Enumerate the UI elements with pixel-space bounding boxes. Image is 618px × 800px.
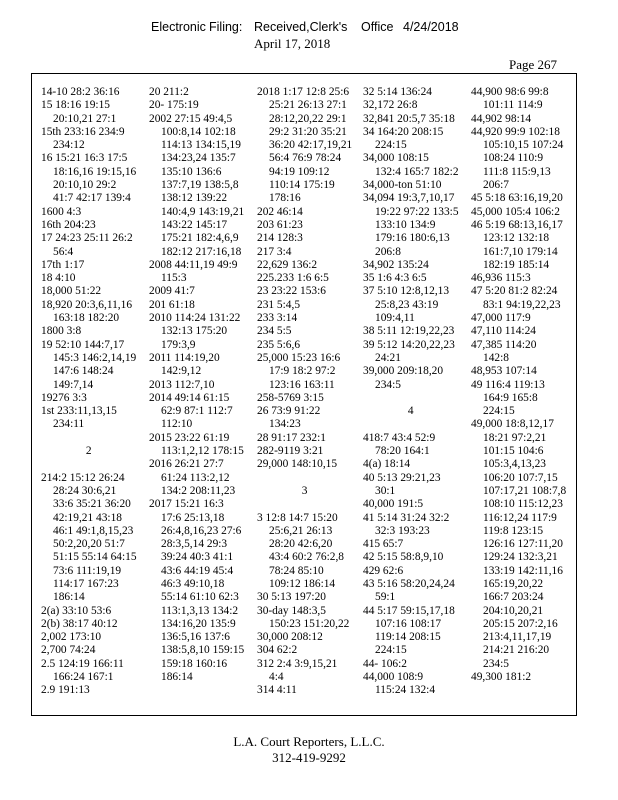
word-index-box [31,73,577,716]
index-entry-line: 61:24 113:2,12 [161,471,230,484]
index-entry-line: 23 23:22 153:6 [257,285,326,298]
index-entry-line: 135:10 136:6 [161,165,222,178]
stamp-word-office: Office [361,20,394,34]
index-entry-line: 42 5:15 58:8,9,10 [363,551,444,564]
index-entry-line: 34 164:20 208:15 [363,125,444,138]
index-entry-line: 304 62:2 [257,644,298,657]
index-entry-line: 2017 15:21 16:3 [149,498,224,511]
index-entry-line: 28:20 42:6,20 [269,538,333,551]
index-entry-line: 161:7,10 179:14 [483,245,558,258]
index-entry-line: 105:3,4,13,23 [483,458,546,471]
index-entry-line [257,472,352,485]
index-entry-line: 25,000 15:23 16:6 [257,351,341,364]
index-entry-line: 34,094 19:3,7,10,17 [363,192,455,205]
index-entry-line: 73:6 111:19,19 [53,564,122,577]
index-entry-line: 28:24 30:6,21 [53,484,117,497]
index-entry-line: 119:14 208:15 [375,631,441,644]
index-entry-line: 179:16 180:6,13 [375,232,450,245]
index-entry-line: 2008 44:11,19 49:9 [149,258,238,271]
index-entry-line: 38 5:11 12:19,22,23 [363,325,455,338]
index-section-heading: 3 [301,484,308,497]
index-entry-line: 132:13 175:20 [161,325,228,338]
index-entry-line: 1800 3:8 [41,325,82,338]
index-entry-line: 182:12 217:16,18 [161,245,242,258]
index-entry-line: 48,953 107:14 [471,365,537,378]
index-entry-line: 19276 3:3 [41,391,87,404]
index-entry-line: 40,000 191:5 [363,498,424,511]
index-entry-line: 314 4:11 [257,684,297,697]
index-entry-line: 231 5:4,5 [257,298,301,311]
index-entry-line: 234:12 [53,139,85,152]
index-entry-line: 178:16 [269,192,301,205]
index-entry-line: 41:7 42:17 139:4 [53,192,131,205]
index-entry-line: 163:18 182:20 [53,312,120,325]
index-entry-line: 3 12:8 14:7 15:20 [257,511,338,524]
index-entry-line: 44,920 99:9 102:18 [471,125,560,138]
index-entry-line: 123:12 132:18 [483,232,550,245]
index-entry-line: 109:4,11 [375,312,415,325]
index-entry-line: 205:15 207:2,16 [483,617,558,630]
index-entry-line: 14-10 28:2 36:16 [41,86,120,98]
index-entry-line: 28 91:17 232:1 [257,431,326,444]
index-entry-line: 94:19 109:12 [269,165,330,178]
index-entry-line: 2014 49:14 61:15 [149,391,230,404]
index-entry-line: 429 62:6 [363,564,404,577]
index-entry-line: 83:1 94:19,22,23 [483,298,561,311]
index-entry-line: 147:6 148:24 [53,365,114,378]
index-entry-line: 44,000 108:9 [363,671,424,684]
index-entry-line: 25:8,23 43:19 [375,298,439,311]
index-entry-line: 235 5:6,6 [257,338,301,351]
index-entry-line: 17:6 25:13,18 [161,511,225,524]
index-entry-line: 46 5:19 68:13,16,17 [471,218,563,231]
index-entry-line: 112:10 [161,418,193,431]
index-entry-line: 113:1,2,12 178:15 [161,445,244,458]
index-entry-line: 182:19 185:14 [483,258,550,271]
index-entry-line: 50:2,20,20 51:7 [53,538,125,551]
index-entry-line: 55:14 61:10 62:3 [161,591,239,604]
index-entry-line: 26:4,8,16,23 27:6 [161,524,242,537]
index-entry-line: 19 52:10 144:7,17 [41,338,125,351]
index-entry-line: 179:3,9 [161,338,196,351]
index-entry-line: 18 4:10 [41,272,76,285]
index-entry-line: 78:20 164:1 [375,445,430,458]
index-entry-line: 203 61:23 [257,218,303,231]
index-entry-line: 1st 233:11,13,15 [41,405,117,418]
index-entry-line: 18:21 97:2,21 [483,431,547,444]
index-column-1 [41,86,137,698]
index-entry-line: 115:3 [161,272,187,285]
index-entry-line: 17th 1:17 [41,258,85,271]
index-entry-line: 2,700 74:24 [41,644,96,657]
index-entry-line: 106:20 107:7,15 [483,471,558,484]
index-entry-line: 119:8 123:15 [483,524,544,537]
index-entry-line: 32,172 26:8 [363,99,418,112]
index-entry-line: 32,841 20:5,7 35:18 [363,112,455,125]
index-entry-line: 116:12,24 117:9 [483,511,557,524]
index-entry-line: 51:15 55:14 64:15 [53,551,137,564]
index-entry-line: 132:4 165:7 182:2 [375,165,459,178]
index-entry-line: 34,000-ton 51:10 [363,179,442,192]
index-entry-line: 78:24 85:10 [269,564,324,577]
index-entry-line: 234:5 [375,378,401,391]
index-entry-line: 133:19 142:11,16 [483,564,563,577]
index-entry-line: 143:22 145:17 [161,218,228,231]
index-entry-line: 101:15 104:6 [483,445,544,458]
index-entry-line: 20:10,10 29:2 [53,179,117,192]
index-entry-line: 224:15 [483,405,515,418]
index-entry-line: 114:13 134:15,19 [161,139,241,152]
index-entry-line: 44,900 98:6 99:8 [471,86,549,98]
index-entry-line: 41 5:14 31:24 32:2 [363,511,450,524]
index-entry-line: 22,629 136:2 [257,258,318,271]
index-entry-line: 2(b) 38:17 40:12 [41,617,118,630]
index-entry-line: 17:9 18:2 97:2 [269,365,336,378]
index-entry-line: 234:5 [483,657,509,670]
stamp-word-filing: Filing: [209,20,243,34]
index-entry-line: 107:17,21 108:7,8 [483,484,567,497]
index-entry-line: 113:1,3,13 134:2 [161,604,239,617]
index-entry-line [363,418,459,431]
index-entry-line: 140:4,9 143:19,21 [161,205,245,218]
index-entry-line [41,432,137,445]
index-entry-line: 2(a) 33:10 53:6 [41,604,112,617]
index-entry-line: 418:7 43:4 52:9 [363,431,436,444]
index-entry-line: 415 65:7 [363,538,404,551]
index-entry-line: 34,902 135:24 [363,258,429,271]
index-entry-line: 15 18:16 19:15 [41,99,110,112]
index-entry-line: 186:14 [53,591,85,604]
index-entry-line: 204:10,20,21 [483,604,544,617]
index-entry-line: 39,000 209:18,20 [363,365,444,378]
index-entry-line: 47,110 114:24 [471,325,536,338]
index-entry-line: 2015 23:22 61:19 [149,431,230,444]
index-entry-line: 18,920 20:3,6,11,16 [41,298,133,311]
index-entry-line: 2.5 124:19 166:11 [41,657,124,670]
index-entry-line: 164:9 165:8 [483,391,538,404]
index-entry-line: 150:23 151:20,22 [269,617,350,630]
index-entry-line: 32:3 193:23 [375,524,430,537]
index-column-3 [257,86,352,698]
index-entry-line: 137:7,19 138:5,8 [161,179,239,192]
index-entry-line: 20- 175:19 [149,99,199,112]
index-entry-line: 175:21 182:4,6,9 [161,232,239,245]
index-entry-line: 45 5:18 63:16,19,20 [471,192,563,205]
index-entry-line: 136:5,16 137:6 [161,631,230,644]
index-entry-line: 108:10 115:12,23 [483,498,563,511]
index-entry-line: 186:14 [161,671,193,684]
page-number: Page 267 [509,57,558,72]
index-entry-line: 47,385 114:20 [471,338,537,351]
index-column-4 [363,86,459,698]
index-entry-line: 26 73:9 91:22 [257,405,321,418]
index-entry-line: 46,936 115:3 [471,272,531,285]
index-entry-line: 44 5:17 59:15,17,18 [363,604,455,617]
index-column-2 [149,86,244,684]
index-entry-line: 20:10,21 27:1 [53,112,117,125]
index-entry-line: 30:1 [375,484,396,497]
index-section-heading: 4 [407,405,414,418]
index-entry-line: 34,000 108:15 [363,152,429,165]
index-entry-line: 30,000 208:12 [257,631,323,644]
index-entry-line: 45,000 105:4 106:2 [471,205,560,218]
index-entry-line: 126:16 127:11,20 [483,538,563,551]
index-entry-line: 129:24 132:3,21 [483,551,558,564]
index-entry-line: 234:11 [53,418,85,431]
index-entry-line: 142:8 [483,351,509,364]
index-entry-line: 16 15:21 16:3 17:5 [41,152,128,165]
index-entry-line: 16th 204:23 [41,218,96,231]
index-entry-line [257,498,352,511]
index-entry-line: 30-day 148:3,5 [257,604,326,617]
index-entry-line: 217 3:4 [257,245,292,258]
index-entry-line: 111:8 115:9,13 [483,165,551,178]
index-entry-line: 206:8 [375,245,401,258]
index-entry-line: 114:17 167:23 [53,577,119,590]
index-entry-line: 4:4 [269,671,284,684]
index-entry-line: 138:12 139:22 [161,192,228,205]
index-entry-line: 225.233 1:6 6:5 [257,272,329,285]
index-entry-line: 36:20 42:17,19,21 [269,139,353,152]
reporter-phone: 312-419-9292 [272,750,346,765]
index-entry-line: 29,000 148:10,15 [257,458,338,471]
index-entry-line: 108:24 110:9 [483,152,544,165]
index-entry-line: 2010 114:24 131:22 [149,312,241,325]
index-entry-line: 115:24 132:4 [375,684,436,697]
stamp-word-received: Received,Clerk's [254,20,348,34]
index-entry-line: 43:6 44:19 45:4 [161,564,234,577]
index-entry-line: 145:3 146:2,14,19 [53,351,137,364]
index-column-5 [471,86,566,684]
index-entry-line: 18:16,16 19:15,16 [53,165,137,178]
index-entry-line: 312 2:4 3:9,15,21 [257,657,338,670]
index-entry-line: 282-9119 3:21 [257,445,324,458]
index-entry-line: 123:16 163:11 [269,378,335,391]
index-entry-line: 1600 4:3 [41,205,82,218]
index-entry-line: 134:23 [269,418,301,431]
index-entry-line: 214:2 15:12 26:24 [41,471,125,484]
index-entry-line: 43 5:16 58:20,24,24 [363,577,455,590]
index-entry-line: 39:24 40:3 41:1 [161,551,234,564]
index-entry-line: 105:10,15 107:24 [483,139,564,152]
index-entry-line: 258-5769 3:15 [257,391,324,404]
index-entry-line: 49 116:4 119:13 [471,378,545,391]
index-entry-line: 25:21 26:13 27:1 [269,99,347,112]
index-entry-line: 37 5:10 12:8,12,13 [363,285,450,298]
index-entry-line: 49,000 18:8,12,17 [471,418,554,431]
index-entry-line: 138:5,8,10 159:15 [161,644,245,657]
index-entry-line: 56:4 [53,245,74,258]
index-entry-line [41,458,137,471]
index-entry-line: 49,300 181:2 [471,671,532,684]
index-entry-line: 46:3 49:10,18 [161,577,225,590]
index-entry-line: 109:12 186:14 [269,577,336,590]
index-entry-line: 2016 26:21 27:7 [149,458,224,471]
index-entry-line: 2.9 191:13 [41,684,90,697]
index-entry-line: 165:19,20,22 [483,577,544,590]
index-section-heading: 2 [85,445,92,458]
stamp-file-date: 4/24/2018 [403,20,459,34]
deposition-date: April 17, 2018 [254,36,331,51]
index-entry-line: 213:4,11,17,19 [483,631,552,644]
index-entry-line: 15th 233:16 234:9 [41,125,125,138]
index-entry-line: 28:12,20,22 29:1 [269,112,347,125]
index-entry-line: 110:14 175:19 [269,179,335,192]
index-entry-line: 224:15 [375,139,407,152]
index-entry-line: 44,902 98:14 [471,112,532,125]
index-entry-line: 166:7 203:24 [483,591,544,604]
index-entry-line: 2018 1:17 12:8 25:6 [257,86,350,98]
index-entry-line: 149:7,14 [53,378,94,391]
index-entry-line: 32 5:14 136:24 [363,86,432,98]
index-entry-line: 4(a) 18:14 [363,458,411,471]
index-entry-line: 43:4 60:2 76:2,8 [269,551,344,564]
index-entry-line: 20 211:2 [149,86,189,98]
index-entry-line: 47 5:20 81:2 82:24 [471,285,558,298]
index-entry-line: 25:6,21 26:13 [269,524,333,537]
stamp-word-electronic: Electronic [151,20,206,34]
reporter-company: L.A. Court Reporters, L.L.C. [233,734,385,749]
index-entry-line: 44- 106:2 [363,657,407,670]
index-entry-line: 56:4 76:9 78:24 [269,152,342,165]
index-entry-line: 214 128:3 [257,232,303,245]
index-entry-line: 29:2 31:20 35:21 [269,125,347,138]
index-entry-line: 62:9 87:1 112:7 [161,405,233,418]
index-entry-line: 206:7 [483,179,509,192]
index-entry-line: 19:22 97:22 133:5 [375,205,459,218]
index-entry-line: 159:18 160:16 [161,657,228,670]
index-entry-line: 28:3,5,14 29:3 [161,538,228,551]
index-entry-line: 24:21 [375,351,401,364]
index-entry-line: 42:19,21 43:18 [53,511,122,524]
index-entry-line: 2013 112:7,10 [149,378,215,391]
index-entry-line: 133:10 134:9 [375,218,436,231]
index-entry-line: 30 5:13 197:20 [257,591,326,604]
index-entry-line: 134:23,24 135:7 [161,152,236,165]
index-entry-line: 107:16 108:17 [375,617,442,630]
index-entry-line: 233 3:14 [257,312,298,325]
index-entry-line: 2009 41:7 [149,285,195,298]
index-entry-line: 134:2 208:11,23 [161,484,236,497]
index-entry-line: 202 46:14 [257,205,303,218]
index-entry-line: 47,000 117:9 [471,312,531,325]
index-entry-line: 2,002 173:10 [41,631,102,644]
index-entry-line: 201 61:18 [149,298,195,311]
index-entry-line: 2011 114:19,20 [149,351,220,364]
index-entry-line: 134:16,20 135:9 [161,617,236,630]
index-entry-line: 214:21 216:20 [483,644,550,657]
index-entry-line [363,392,459,405]
index-entry-line: 142:9,12 [161,365,202,378]
index-entry-line: 100:8,14 102:18 [161,125,236,138]
index-entry-line: 18,000 51:22 [41,285,102,298]
index-entry-line: 166:24 167:1 [53,671,114,684]
index-entry-line: 234 5:5 [257,325,292,338]
index-entry-line: 101:11 114:9 [483,99,543,112]
index-entry-line: 224:15 [375,644,407,657]
index-entry-line: 59:1 [375,591,396,604]
index-entry-line: 40 5:13 29:21,23 [363,471,441,484]
index-entry-line: 35 1:6 4:3 6:5 [363,272,427,285]
index-entry-line: 33:6 35:21 36:20 [53,498,131,511]
index-entry-line: 46:1 49:1,8,15,23 [53,524,134,537]
index-entry-line: 2002 27:15 49:4,5 [149,112,233,125]
index-entry-line: 17 24:23 25:11 26:2 [41,232,133,245]
index-entry-line: 39 5:12 14:20,22,23 [363,338,455,351]
